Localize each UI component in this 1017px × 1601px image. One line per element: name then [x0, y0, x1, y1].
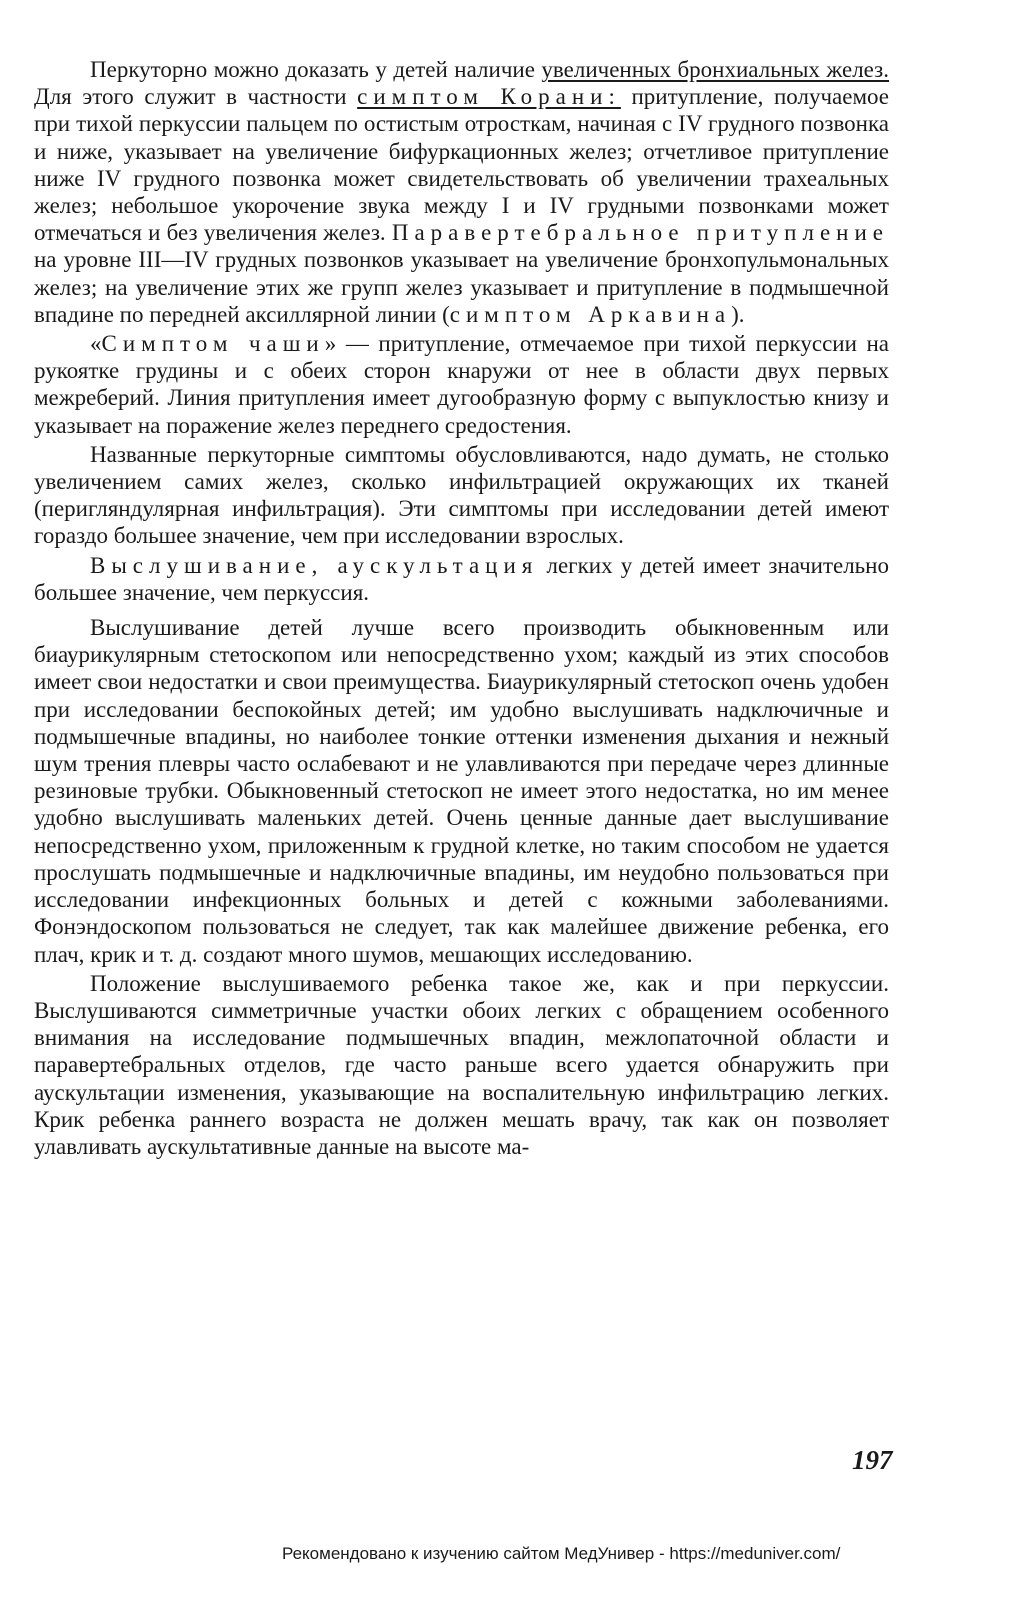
text-run: Паравертебральное притупление — [391, 220, 889, 246]
text-run: » — притупление, отмечаемое при тихой перкуссии на рукоятке грудины и с обеих сторон кнаружи от нее в области двух первых межреберий. Линия притупления имеет дугообразную форму с выпуклостью книзу и указывает на поражение желез переднего средостения. — [34, 331, 889, 438]
text-run: Для этого служит в частности — [34, 84, 358, 110]
footer-site-link[interactable]: Рекомендовано к изучению сайтом МедУнивер - https://meduniver.com/ — [282, 1544, 841, 1563]
text-run: Перкуторно можно доказать у детей наличие — [90, 57, 542, 82]
text-run: Положение выслушиваемого ребенка такое же, как и при перкуссии. Выслушиваются симметричные участки обоих легких с обращением особенного внимания на исследование подмышечных впадин, межлопаточной области и паравертебральных отделов, где часто раньше всего удается обнаружить при аускультации изменения, указывающие на воспалительную инфильтрацию легких. Крик ребенка раннего возраста не должен мешать врачу, так как он позволяет улавливать аускультативные данные на высоте ма- — [34, 970, 889, 1159]
text-run: притупление, получаемое при тихой перкуссии пальцем по остистым отросткам, начиная с IV грудного позвонка и ниже, указывает на увеличение бифуркационных желез; отчетливое притупление ниже IV грудного позвонка может свидетельствовать об увеличении трахеальных желез; небольшое укорочение звука между I и IV грудными позвонками может отмечаться и без увеличения желез. — [34, 84, 889, 246]
paragraph-cup-symptom — [34, 330, 889, 439]
paragraph-child-position — [34, 970, 889, 1160]
text-run: симптом Корани: — [357, 84, 621, 110]
text-run: на уровне III—IV грудных позвонков указывает на увеличение бронхопульмональных желез; на увеличение этих же групп желез указывает и притупление в подмышечной впадине по передней аксиллярной линии ( — [34, 247, 889, 327]
text-run: Симптом чаши — [101, 331, 325, 357]
paragraph-percussion-glands — [34, 56, 889, 328]
text-run: Выслушивание, аускультация — [90, 552, 539, 578]
paragraph-stethoscope-methods — [34, 614, 889, 968]
text-run: увеличенных бронхиальных желез. — [541, 57, 890, 82]
text-run: Выслушивание детей лучше всего производить обыкновенным или биаурикулярным стетоскопом или непосредственно ухом; каждый из этих способов имеет свои недостатки и свои преимущества. Биаурикулярный стетоскоп очень удобен при исследовании беспокойных детей; им удобно выслушивать надключичные и подмышечные впадины, но наиболее тонкие оттенки изменения дыхания и нежный шум трения плевры часто ослабевают и не улавливаются при передаче через длинные резиновые трубки. Обыкновенный стетоскоп не имеет этого недостатка, но им менее удобно выслушивать маленьких детей. Очень ценные данные дает выслушивание непосредственно ухом, приложенным к грудной клетке, но таким способом не удается прослушать подмышечные и надключичные впадины, им неудобно пользоваться при исследовании инфекционных больных и детей с кожными заболеваниями. Фонэндоскопом пользоваться не следует, так как малейшее движение ребенка, его плач, крик и т. д. создают много шумов, мешающих исследованию. — [34, 615, 889, 967]
text-run: « — [90, 331, 102, 357]
page-body — [34, 56, 889, 1160]
text-run: симптом Аркавина — [449, 301, 732, 327]
paragraph-auscultation-intro — [34, 552, 889, 606]
paragraph-percussion-symptoms — [34, 441, 889, 550]
text-run: ). — [731, 301, 745, 327]
text-run: Названные перкуторные симптомы обусловливаются, надо думать, не столько увеличением самих желез, сколько инфильтрацией окружающих их тканей (перигляндулярная инфильтрация). Эти симптомы при исследовании детей имеют гораздо большее значение, чем при исследовании взрослых. — [34, 441, 889, 549]
page-number: 197 — [852, 1445, 893, 1475]
text-run: легких у детей имеет значительно большее значение, чем перкуссия. — [34, 552, 889, 605]
